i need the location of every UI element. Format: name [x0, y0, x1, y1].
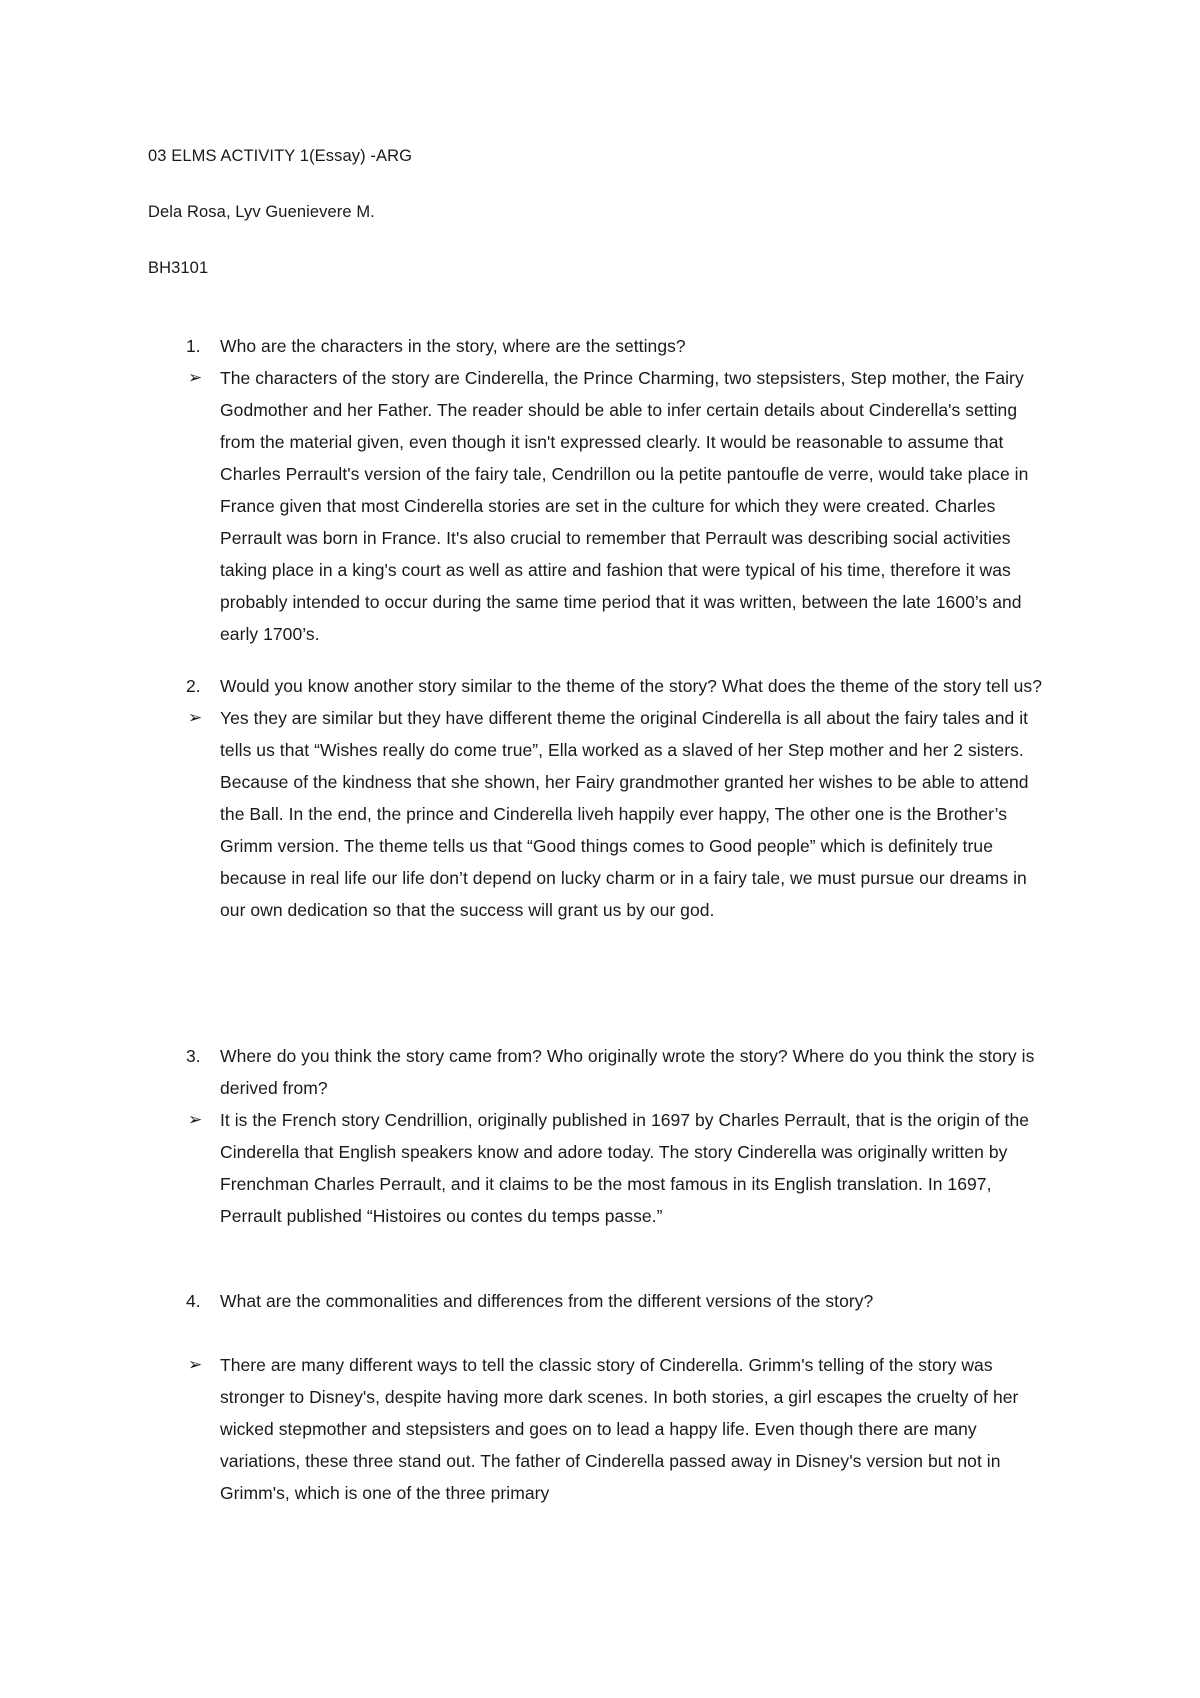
question-number: 1.: [186, 336, 201, 356]
question-text: What are the commonalities and differences from the different versions of the story?: [220, 1291, 874, 1311]
qa-item-2: [148, 670, 1048, 926]
question-number: 4.: [186, 1291, 201, 1311]
arrow-bullet-icon: ➢: [188, 708, 203, 727]
question-text: Would you know another story similar to the theme of the story? What does the theme of the story tell us?: [220, 676, 1042, 696]
answer-text: It is the French story Cendrillion, originally published in 1697 by Charles Perrault, that is the origin of the Cinderella that English speakers know and adore today. The story Cinderella was originally written by Frenchman Charles Perrault, and it claims to be the most famous in its English translation. In 1697, Perrault published “Histoires ou contes du temps passe.”: [220, 1110, 1030, 1226]
question-number: 2.: [186, 676, 201, 696]
arrow-bullet-icon: ➢: [188, 1110, 203, 1129]
author-name: Dela Rosa, Lyv Guenievere M.: [148, 203, 375, 221]
question-number: 3.: [186, 1046, 201, 1066]
arrow-bullet-icon: ➢: [188, 1355, 203, 1374]
answer-row: [148, 362, 1048, 650]
qa-item-3: [148, 1040, 1048, 1232]
section-code: BH3101: [148, 259, 209, 277]
qa-item-1: [148, 330, 1048, 650]
answer-text: Yes they are similar but they have different theme the original Cinderella is all about the fairy tales and it tells us that “Wishes really do come true”, Ella worked as a slaved of her Step mother and her 2 sisters. Because of the kindness that she shown, her Fairy grandmother granted her wishes to be able to attend the Ball. In the end, the prince and Cinderella liveh happily ever happy, The other one is the Brother’s Grimm version. The theme tells us that “Good things comes to Good people” which is definitely true because in real life our life don’t depend on lucky charm or in a fairy tale, we must pursue our dreams in our own dedication so that the success will grant us by our god.: [220, 708, 1029, 920]
qa-item-4: [148, 1285, 1048, 1509]
question-row: [148, 330, 1048, 362]
question-row: [148, 670, 1048, 702]
arrow-bullet-icon: ➢: [188, 368, 203, 387]
question-text: Where do you think the story came from? Who originally wrote the story? Where do you think the story is derived from?: [220, 1046, 1035, 1098]
question-row: [148, 1285, 1048, 1317]
answer-row: [148, 1104, 1048, 1232]
answer-row: [148, 702, 1048, 926]
answer-row: [148, 1349, 1048, 1509]
question-row: [148, 1040, 1048, 1104]
answer-text: The characters of the story are Cinderella, the Prince Charming, two stepsisters, Step mother, the Fairy Godmother and her Father. The reader should be able to infer certain details about Cinderella's setting from the material given, even though it isn't expressed clearly. It would be reasonable to assume that Charles Perrault's version of the fairy tale, Cendrillon ou la petite pantoufle de verre, would take place in France given that most Cinderella stories are set in the culture for which they were created. Charles Perrault was born in France. It's also crucial to remember that Perrault was describing social activities taking place in a king's court as well as attire and fashion that were typical of his time, therefore it was probably intended to occur during the same time period that it was written, between the late 1600’s and early 1700’s.: [220, 368, 1029, 644]
answer-text: There are many different ways to tell the classic story of Cinderella. Grimm's telling of the story was stronger to Disney's, despite having more dark scenes. In both stories, a girl escapes the cruelty of her wicked stepmother and stepsisters and goes on to lead a happy life. Even though there are many variations, these three stand out. The father of Cinderella passed away in Disney's version but not in Grimm's, which is one of the three primary: [220, 1355, 1019, 1503]
document-title: 03 ELMS ACTIVITY 1(Essay) -ARG: [148, 147, 413, 165]
question-text: Who are the characters in the story, where are the settings?: [220, 336, 686, 356]
